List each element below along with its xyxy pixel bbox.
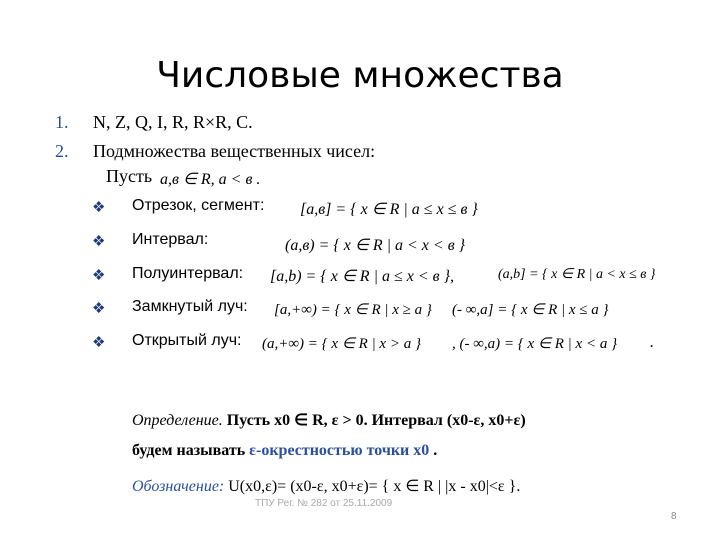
definition-line-2 bbox=[132, 442, 437, 460]
formula-open-ray-right: (a,+∞) = { x ∈ R | x > a } bbox=[262, 336, 421, 352]
formula-open-ray-period: . bbox=[650, 334, 654, 351]
formula-half-interval-right: (a,b] = { x ∈ R | a < x ≤ в } bbox=[498, 267, 656, 282]
list-item-real-subsets: Подмножества вещественных чисел: bbox=[93, 141, 376, 161]
definition-lead: Определение. bbox=[132, 412, 223, 429]
page-number: 8 bbox=[671, 511, 677, 522]
definition-period: . bbox=[433, 442, 438, 459]
formula-closed-ray-right: [a,+∞) = { x ∈ R | x ≥ a } bbox=[274, 302, 432, 318]
bullet-diamond-icon: ❖ bbox=[92, 234, 106, 250]
definition-call-text: будем называть bbox=[132, 442, 246, 459]
bullet-label-open-ray: Открытый луч: bbox=[132, 332, 242, 349]
notation-formula: U(x0,ε)= (x0-ε, x0+ε)= { x ∈ R | |x - x0|<ε }. bbox=[228, 478, 521, 495]
bullet-label-segment: Отрезок, сегмент: bbox=[132, 197, 265, 214]
list-item-number-sets: N, Z, Q, I, R, R×R, C. bbox=[93, 112, 253, 132]
list-number-2: 2. bbox=[55, 141, 69, 161]
bullet-diamond-icon: ❖ bbox=[92, 335, 106, 351]
slide-title: Числовые множества bbox=[156, 55, 564, 96]
notation-line bbox=[132, 476, 520, 496]
list-number-1: 1. bbox=[55, 112, 69, 132]
bullet-diamond-icon: ❖ bbox=[92, 200, 106, 216]
formula-segment: [a,в] = { x ∈ R | a ≤ x ≤ в } bbox=[300, 201, 478, 218]
formula-interval: (a,в) = { x ∈ R | a < x < в } bbox=[285, 237, 466, 254]
definition-text: Пусть x0 ∈ R, ε > 0. Интервал (x0-ε, x0+ε) bbox=[226, 412, 526, 429]
bullet-diamond-icon: ❖ bbox=[92, 268, 106, 284]
bullet-diamond-icon: ❖ bbox=[92, 301, 106, 317]
definition-line-1 bbox=[132, 410, 526, 430]
pust-label: Пусть bbox=[106, 166, 153, 186]
bullet-label-half-interval: Полуинтервал: bbox=[132, 265, 244, 282]
notation-lead: Обозначение: bbox=[132, 478, 225, 495]
bullet-label-closed-ray: Замкнутый луч: bbox=[132, 298, 248, 315]
formula-closed-ray-left: (- ∞,a] = { x ∈ R | x ≤ a } bbox=[452, 302, 609, 318]
formula-open-ray-left: , (- ∞,a) = { x ∈ R | x < a } bbox=[452, 336, 618, 352]
pust-formula: a,в ∈ R, a < в . bbox=[160, 171, 261, 188]
bullet-label-interval: Интервал: bbox=[132, 231, 209, 248]
definition-term: ε-окрестностью точки x0 bbox=[249, 442, 430, 459]
formula-half-interval-left: [a,b) = { x ∈ R | a ≤ x < в }, bbox=[270, 268, 454, 285]
registration-watermark: ТПУ Рег. № 282 от 25.11.2009 bbox=[255, 498, 393, 509]
